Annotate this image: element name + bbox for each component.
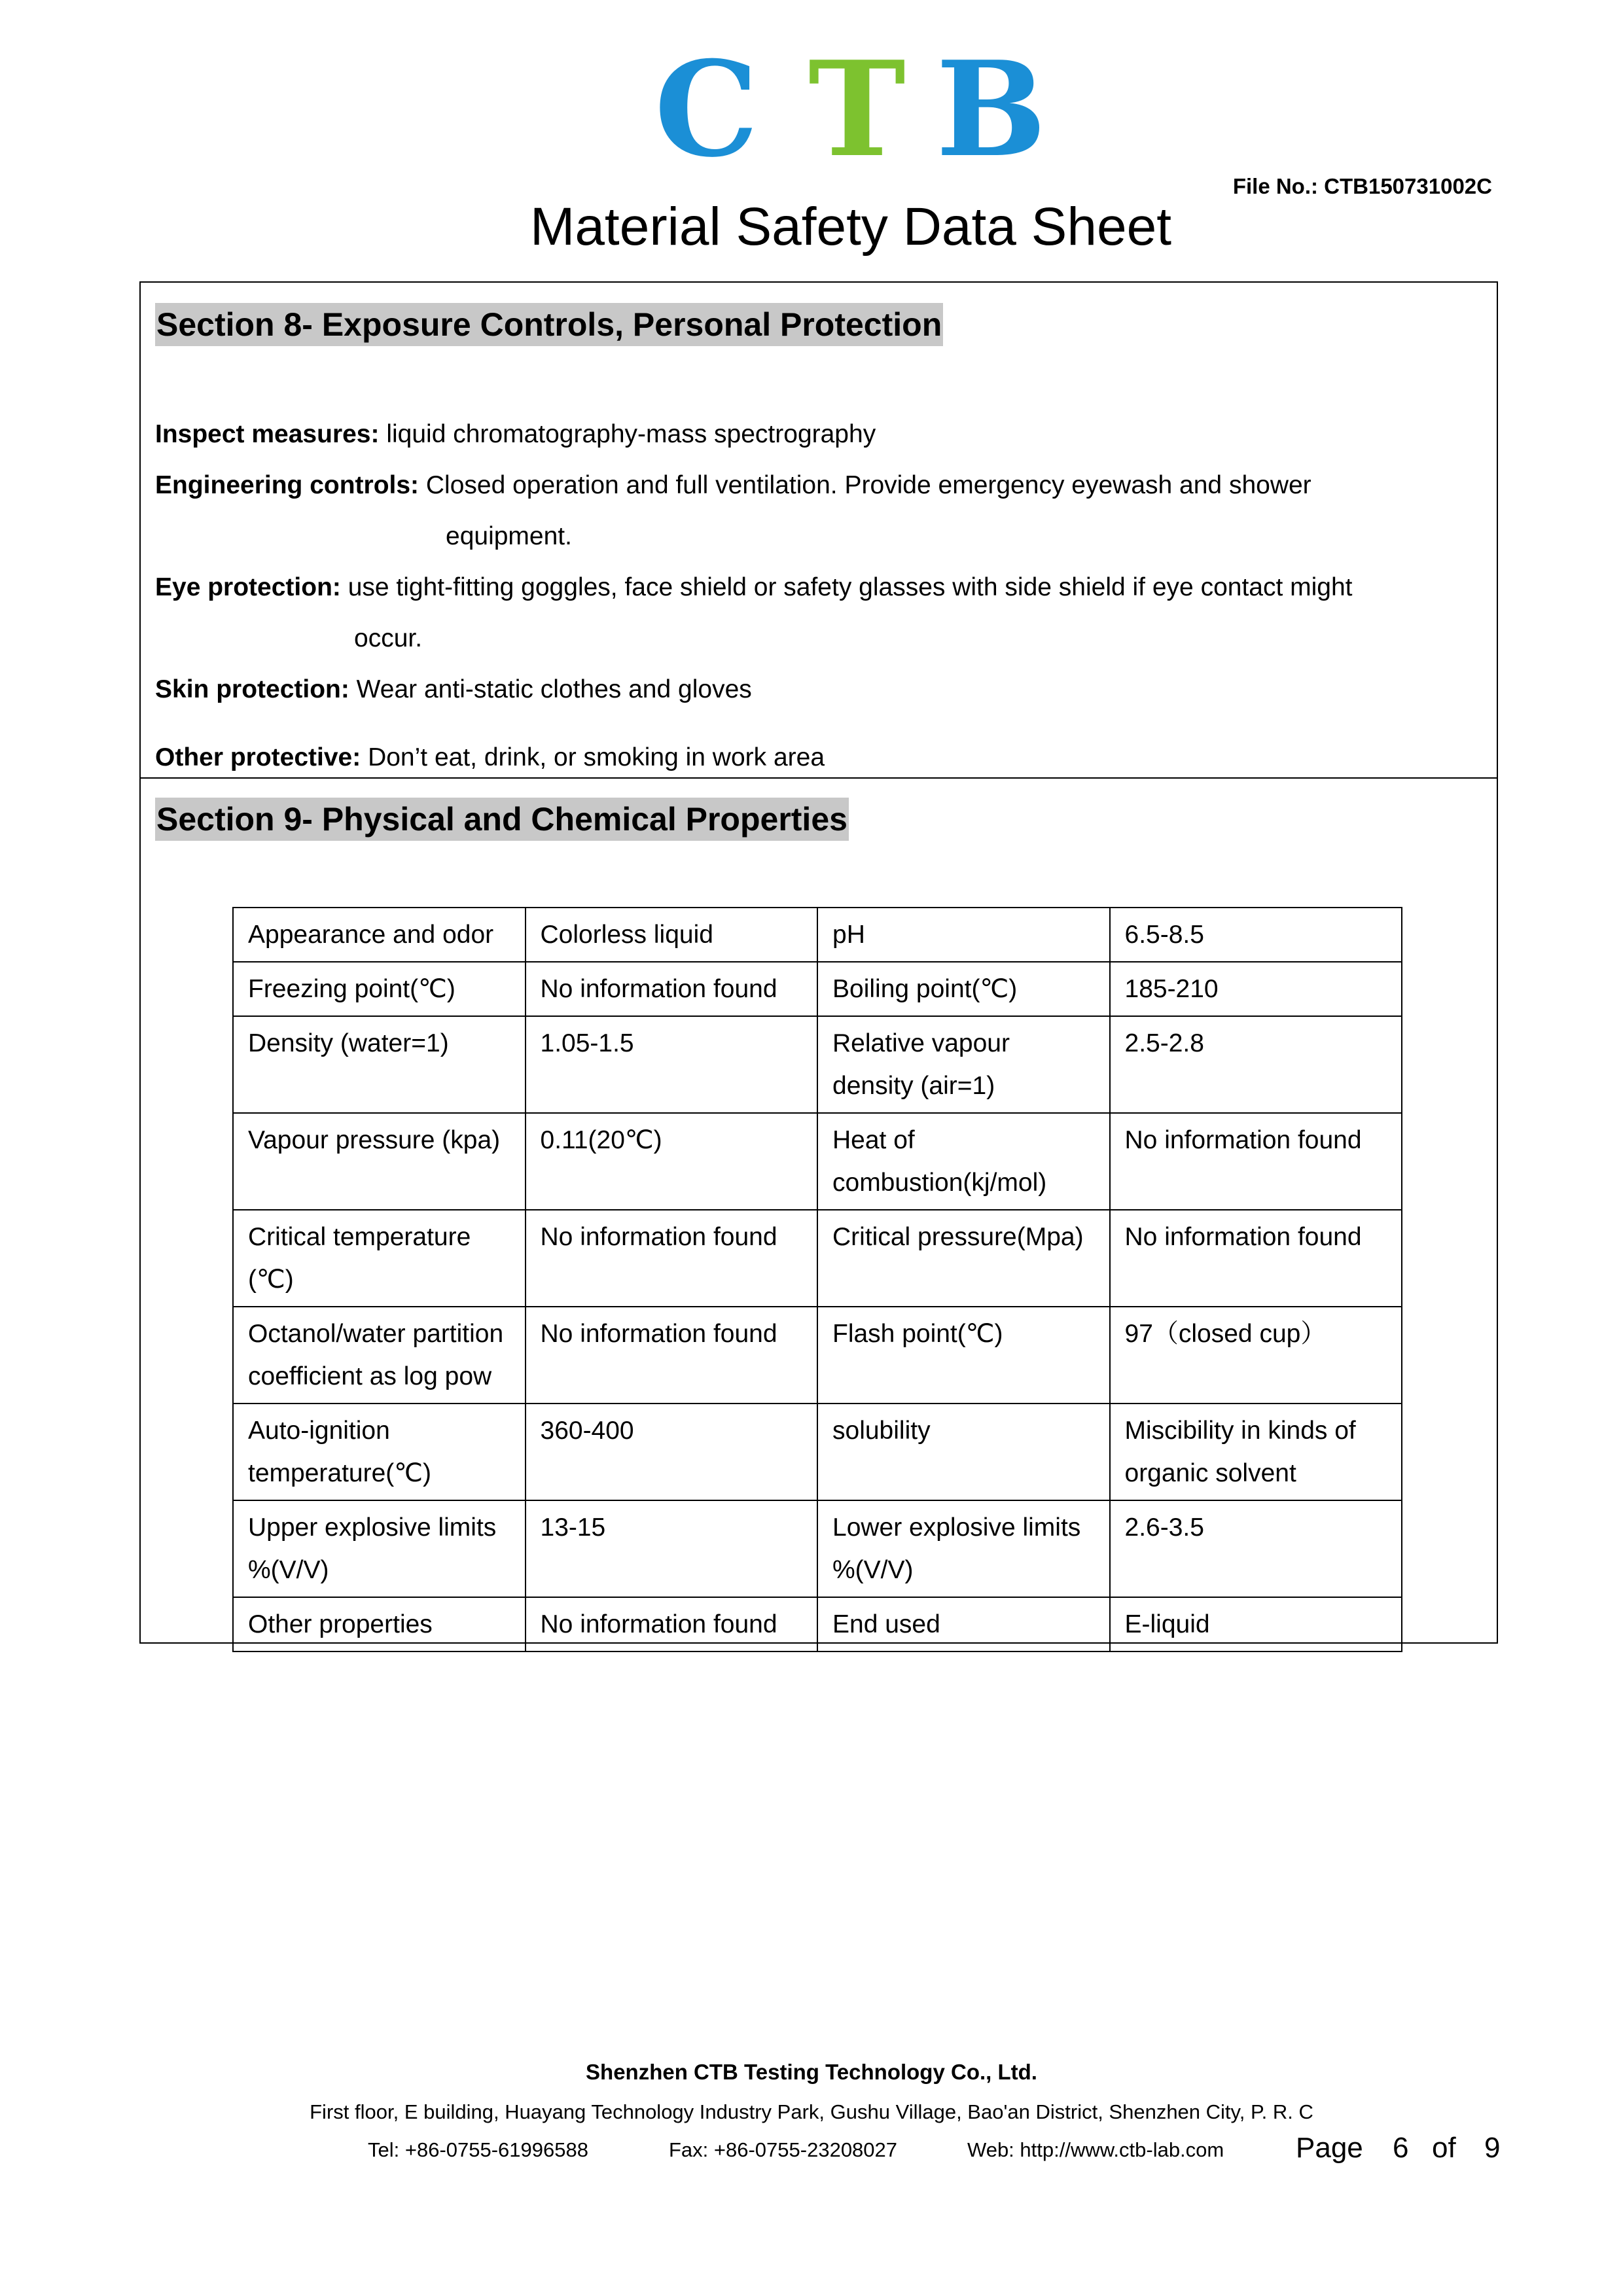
table-cell: Octanol/water partition coefficient as log pow bbox=[233, 1307, 526, 1404]
table-cell: No information found bbox=[526, 1307, 818, 1404]
table-cell: 1.05-1.5 bbox=[526, 1016, 818, 1113]
section-8-heading: Section 8- Exposure Controls, Personal Protection bbox=[155, 303, 943, 346]
table-cell: Miscibility in kinds of organic solvent bbox=[1110, 1404, 1402, 1500]
skin-protection-line bbox=[155, 674, 752, 705]
footer-web: Web: http://www.ctb-lab.com bbox=[967, 2138, 1224, 2161]
section-8 bbox=[141, 283, 1497, 779]
table-cell: pH bbox=[817, 908, 1110, 962]
table-cell: Freezing point(℃) bbox=[233, 962, 526, 1016]
table-cell: 2.5-2.8 bbox=[1110, 1016, 1402, 1113]
table-cell: solubility bbox=[817, 1404, 1110, 1500]
footer-company: Shenzhen CTB Testing Technology Co., Ltd. bbox=[586, 2060, 1037, 2084]
engineering-controls-line bbox=[155, 470, 1311, 501]
table-cell: Colorless liquid bbox=[526, 908, 818, 962]
other-protective-label: Other protective: bbox=[155, 743, 361, 771]
engineering-controls-label: Engineering controls: bbox=[155, 471, 419, 499]
content-frame bbox=[139, 281, 1498, 1644]
table-cell: No information found bbox=[526, 962, 818, 1016]
page-label: Page bbox=[1296, 2132, 1363, 2164]
other-protective-line bbox=[155, 742, 825, 773]
table-cell: Critical temperature (℃) bbox=[233, 1210, 526, 1307]
page-of: of bbox=[1432, 2132, 1456, 2164]
table-row bbox=[233, 1113, 1402, 1210]
table-cell: 360-400 bbox=[526, 1404, 818, 1500]
table-cell: Upper explosive limits %(V/V) bbox=[233, 1500, 526, 1597]
footer-address: First floor, E building, Huayang Technology Industry Park, Gushu Village, Bao'an District, Shenzhen City, P. R. C bbox=[310, 2100, 1313, 2123]
table-cell: Density (water=1) bbox=[233, 1016, 526, 1113]
table-row bbox=[233, 908, 1402, 962]
table-cell: 13-15 bbox=[526, 1500, 818, 1597]
properties-table bbox=[232, 907, 1402, 1652]
table-cell: 6.5-8.5 bbox=[1110, 908, 1402, 962]
table-cell: No information found bbox=[1110, 1113, 1402, 1210]
table-cell: 97（closed cup） bbox=[1110, 1307, 1402, 1404]
file-number: File No.: CTB150731002C bbox=[1232, 174, 1492, 198]
eye-protection-cont: occur. bbox=[354, 624, 423, 652]
table-cell: E-liquid bbox=[1110, 1597, 1402, 1651]
table-cell: Appearance and odor bbox=[233, 908, 526, 962]
table-cell: Boiling point(℃) bbox=[817, 962, 1110, 1016]
document-title: Material Safety Data Sheet bbox=[530, 197, 1171, 256]
table-row bbox=[233, 1404, 1402, 1500]
table-cell: Auto-ignition temperature(℃) bbox=[233, 1404, 526, 1500]
skin-protection-label: Skin protection: bbox=[155, 675, 349, 703]
inspect-measures-line bbox=[155, 419, 876, 450]
inspect-measures-label: Inspect measures: bbox=[155, 420, 380, 448]
section-9 bbox=[141, 779, 1497, 1642]
eye-protection-text: use tight-fitting goggles, face shield or safety glasses with side shield if eye contact might bbox=[340, 573, 1353, 601]
table-row bbox=[233, 1500, 1402, 1597]
table-cell: Lower explosive limits %(V/V) bbox=[817, 1500, 1110, 1597]
logo-letter-c: C bbox=[654, 33, 759, 186]
table-cell: Vapour pressure (kpa) bbox=[233, 1113, 526, 1210]
inspect-measures-text: liquid chromatography-mass spectrography bbox=[379, 420, 876, 448]
table-cell: Heat of combustion(kj/mol) bbox=[817, 1113, 1110, 1210]
table-cell: No information found bbox=[1110, 1210, 1402, 1307]
page-number: 6 bbox=[1393, 2132, 1409, 2164]
footer-tel: Tel: +86-0755-61996588 bbox=[368, 2138, 588, 2161]
table-cell: 2.6-3.5 bbox=[1110, 1500, 1402, 1597]
table-cell: Critical pressure(Mpa) bbox=[817, 1210, 1110, 1307]
table-cell: Relative vapour density (air=1) bbox=[817, 1016, 1110, 1113]
logo-letter-b: B bbox=[936, 33, 1047, 186]
table-cell: Flash point(℃) bbox=[817, 1307, 1110, 1404]
engineering-controls-cont: equipment. bbox=[446, 522, 572, 550]
skin-protection-text: Wear anti-static clothes and gloves bbox=[349, 675, 752, 703]
table-cell: Other properties bbox=[233, 1597, 526, 1651]
other-protective-text: Don’t eat, drink, or smoking in work area bbox=[361, 743, 825, 771]
table-cell: End used bbox=[817, 1597, 1110, 1651]
table-cell: No information found bbox=[526, 1210, 818, 1307]
ctb-logo bbox=[654, 33, 1060, 186]
table-cell: 185-210 bbox=[1110, 962, 1402, 1016]
eye-protection-label: Eye protection: bbox=[155, 573, 341, 601]
logo-letter-t: T bbox=[808, 33, 906, 186]
footer-fax: Fax: +86-0755-23208027 bbox=[669, 2138, 898, 2161]
table-row bbox=[233, 962, 1402, 1016]
eye-protection-line bbox=[155, 572, 1353, 603]
engineering-controls-text: Closed operation and full ventilation. Provide emergency eyewash and shower bbox=[419, 471, 1311, 499]
page-total: 9 bbox=[1484, 2132, 1501, 2164]
table-row bbox=[233, 1307, 1402, 1404]
table-row bbox=[233, 1210, 1402, 1307]
table-row bbox=[233, 1016, 1402, 1113]
section-9-heading: Section 9- Physical and Chemical Properties bbox=[155, 798, 849, 841]
table-cell: 0.11(20℃) bbox=[526, 1113, 818, 1210]
table-row bbox=[233, 1597, 1402, 1651]
table-cell: No information found bbox=[526, 1597, 818, 1651]
